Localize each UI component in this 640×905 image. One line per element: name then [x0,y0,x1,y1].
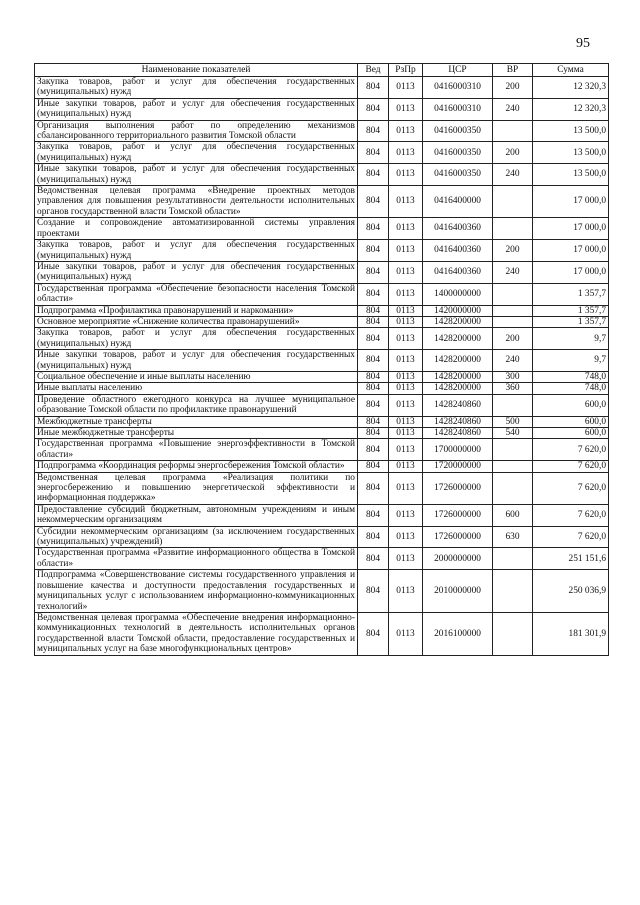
header-rzpr: РзПр [389,64,423,77]
cell-sum: 1 357,7 [533,316,609,327]
cell-csr: 1428200000 [423,316,493,327]
cell-vr [493,439,533,461]
cell-ved: 804 [358,186,389,218]
cell-name: Проведение областного ежегодного конкурса на лучшее муниципальное образование Томской области по профилактике правонарушений [35,394,358,416]
cell-sum: 12 320,3 [533,98,609,120]
table-row [35,218,609,240]
cell-vr: 240 [493,350,533,372]
cell-ved: 804 [358,439,389,461]
cell-ved: 804 [358,570,389,613]
cell-vr [493,548,533,570]
cell-sum: 1 357,7 [533,283,609,305]
cell-sum: 7 620,0 [533,439,609,461]
cell-name: Межбюджетные трансферты [35,416,358,427]
cell-name: Иные межбюджетные трансферты [35,428,358,439]
cell-name: Закупка товаров, работ и услуг для обеспечения государственных (муниципальных) нужд [35,328,358,350]
cell-ved: 804 [358,218,389,240]
table-row [35,461,609,472]
cell-name: Иные закупки товаров, работ и услуг для обеспечения государственных (муниципальных) нужд [35,98,358,120]
table-row [35,350,609,372]
table-row [35,305,609,316]
table-row [35,283,609,305]
cell-csr: 1428200000 [423,371,493,382]
cell-csr: 1420000000 [423,305,493,316]
cell-name: Организация выполнения работ по определению механизмов сбалансированного территориального развития Томской области [35,120,358,142]
cell-vr [493,612,533,655]
cell-csr: 1428240860 [423,416,493,427]
cell-csr: 2000000000 [423,548,493,570]
cell-vr [493,461,533,472]
cell-sum: 17 000,0 [533,261,609,283]
table-row [35,548,609,570]
cell-vr: 540 [493,428,533,439]
cell-ved: 804 [358,142,389,164]
cell-rzpr: 0113 [389,142,423,164]
cell-name: Иные закупки товаров, работ и услуг для обеспечения государственных (муниципальных) нужд [35,261,358,283]
cell-csr: 1726000000 [423,472,493,504]
cell-ved: 804 [358,240,389,262]
cell-csr: 1428200000 [423,328,493,350]
cell-csr: 0416000310 [423,77,493,99]
budget-table [34,63,609,656]
table-row [35,394,609,416]
cell-rzpr: 0113 [389,350,423,372]
cell-ved: 804 [358,77,389,99]
cell-ved: 804 [358,283,389,305]
cell-ved: 804 [358,428,389,439]
cell-rzpr: 0113 [389,394,423,416]
cell-rzpr: 0113 [389,240,423,262]
cell-ved: 804 [358,461,389,472]
table-row [35,316,609,327]
cell-name: Иные закупки товаров, работ и услуг для обеспечения государственных (муниципальных) нужд [35,350,358,372]
cell-rzpr: 0113 [389,218,423,240]
cell-sum: 600,0 [533,394,609,416]
table-row [35,77,609,99]
cell-rzpr: 0113 [389,526,423,548]
cell-ved: 804 [358,371,389,382]
cell-vr: 200 [493,328,533,350]
cell-name: Основное мероприятие «Снижение количества правонарушений» [35,316,358,327]
cell-csr: 0416400360 [423,261,493,283]
cell-vr: 240 [493,164,533,186]
table-row [35,164,609,186]
cell-ved: 804 [358,612,389,655]
header-csr: ЦСР [423,64,493,77]
cell-rzpr: 0113 [389,283,423,305]
cell-csr: 1428240860 [423,394,493,416]
cell-ved: 804 [358,383,389,394]
cell-name: Закупка товаров, работ и услуг для обеспечения государственных (муниципальных) нужд [35,142,358,164]
table-row [35,120,609,142]
cell-name: Подпрограмма «Координация реформы энергосбережения Томской области» [35,461,358,472]
cell-rzpr: 0113 [389,548,423,570]
cell-vr: 600 [493,504,533,526]
cell-vr: 500 [493,416,533,427]
cell-csr: 1400000000 [423,283,493,305]
cell-rzpr: 0113 [389,328,423,350]
cell-vr [493,283,533,305]
cell-csr: 1428200000 [423,383,493,394]
cell-rzpr: 0113 [389,461,423,472]
table-row [35,328,609,350]
cell-csr: 0416000350 [423,164,493,186]
cell-sum: 7 620,0 [533,461,609,472]
cell-name: Субсидии некоммерческим организациям (за исключением государственных (муниципальных) учреждений) [35,526,358,548]
cell-ved: 804 [358,394,389,416]
cell-rzpr: 0113 [389,77,423,99]
cell-name: Подпрограмма «Профилактика правонарушений и наркомании» [35,305,358,316]
cell-sum: 748,0 [533,371,609,382]
cell-rzpr: 0113 [389,383,423,394]
table-row [35,371,609,382]
header-sum: Сумма [533,64,609,77]
cell-vr [493,218,533,240]
cell-vr [493,186,533,218]
cell-csr: 1720000000 [423,461,493,472]
cell-vr [493,305,533,316]
cell-ved: 804 [358,316,389,327]
cell-csr: 0416000350 [423,120,493,142]
table-header-row [35,64,609,77]
cell-rzpr: 0113 [389,186,423,218]
cell-csr: 0416000310 [423,98,493,120]
cell-name: Закупка товаров, работ и услуг для обеспечения государственных (муниципальных) нужд [35,77,358,99]
cell-ved: 804 [358,98,389,120]
table-row [35,439,609,461]
cell-sum: 13 500,0 [533,142,609,164]
page-number: 95 [576,36,590,51]
cell-ved: 804 [358,305,389,316]
table-row [35,186,609,218]
cell-vr: 630 [493,526,533,548]
cell-sum: 600,0 [533,416,609,427]
cell-csr: 2010000000 [423,570,493,613]
cell-sum: 17 000,0 [533,186,609,218]
cell-ved: 804 [358,261,389,283]
table-body [35,77,609,656]
cell-name: Социальное обеспечение и иные выплаты населению [35,371,358,382]
cell-csr: 0416400360 [423,240,493,262]
table-row [35,261,609,283]
cell-rzpr: 0113 [389,261,423,283]
cell-sum: 600,0 [533,428,609,439]
cell-sum: 1 357,7 [533,305,609,316]
cell-sum: 13 500,0 [533,164,609,186]
cell-csr: 2016100000 [423,612,493,655]
cell-csr: 1428240860 [423,428,493,439]
cell-vr: 240 [493,261,533,283]
cell-vr [493,472,533,504]
cell-vr: 200 [493,240,533,262]
cell-vr: 300 [493,371,533,382]
cell-sum: 250 036,9 [533,570,609,613]
header-ved: Вед [358,64,389,77]
cell-csr: 1700000000 [423,439,493,461]
cell-sum: 17 000,0 [533,240,609,262]
cell-csr: 1726000000 [423,526,493,548]
cell-sum: 7 620,0 [533,472,609,504]
cell-rzpr: 0113 [389,164,423,186]
cell-rzpr: 0113 [389,612,423,655]
cell-csr: 1726000000 [423,504,493,526]
table-row [35,472,609,504]
cell-name: Закупка товаров, работ и услуг для обеспечения государственных (муниципальных) нужд [35,240,358,262]
cell-ved: 804 [358,504,389,526]
cell-rzpr: 0113 [389,371,423,382]
cell-name: Ведомственная целевая программа «Обеспечение внедрения информационно-коммуникационных технологий в деятельность исполнительных органов государственной власти Томской области, предоставление государственных и муниципальных услуг на базе многофункциональных центров» [35,612,358,655]
cell-sum: 17 000,0 [533,218,609,240]
cell-vr: 360 [493,383,533,394]
cell-ved: 804 [358,328,389,350]
cell-csr: 0416400000 [423,186,493,218]
table-row [35,240,609,262]
cell-sum: 251 151,6 [533,548,609,570]
cell-ved: 804 [358,164,389,186]
cell-ved: 804 [358,526,389,548]
header-name: Наименование показателей [35,64,358,77]
cell-rzpr: 0113 [389,504,423,526]
cell-vr [493,120,533,142]
cell-name: Ведомственная целевая программа «Внедрение проектных методов управления для повышения результативности деятельности исполнительных органов государственной власти Томской области» [35,186,358,218]
table-row [35,98,609,120]
cell-rzpr: 0113 [389,98,423,120]
table-row [35,612,609,655]
cell-name: Подпрограмма «Совершенствование системы государственного управления и повышение качества и доступности предоставления государственных и муниципальных услуг с использованием информационно-коммуникационных технологий» [35,570,358,613]
cell-rzpr: 0113 [389,305,423,316]
cell-sum: 181 301,9 [533,612,609,655]
cell-sum: 9,7 [533,328,609,350]
cell-sum: 9,7 [533,350,609,372]
cell-csr: 0416400360 [423,218,493,240]
cell-rzpr: 0113 [389,428,423,439]
cell-vr [493,570,533,613]
cell-sum: 13 500,0 [533,120,609,142]
cell-sum: 7 620,0 [533,526,609,548]
cell-vr: 200 [493,142,533,164]
cell-name: Ведомственная целевая программа «Реализация политики по энергосбережению и повышению энергетической эффективности и информационная поддержка» [35,472,358,504]
cell-ved: 804 [358,350,389,372]
table-row [35,526,609,548]
cell-vr [493,316,533,327]
cell-rzpr: 0113 [389,120,423,142]
cell-ved: 804 [358,472,389,504]
cell-name: Иные закупки товаров, работ и услуг для обеспечения государственных (муниципальных) нужд [35,164,358,186]
table-row [35,142,609,164]
cell-name: Создание и сопровождение автоматизированной системы управления проектами [35,218,358,240]
table-row [35,570,609,613]
cell-vr: 200 [493,77,533,99]
table-row [35,504,609,526]
cell-sum: 748,0 [533,383,609,394]
cell-ved: 804 [358,548,389,570]
cell-rzpr: 0113 [389,416,423,427]
table-row [35,416,609,427]
cell-name: Государственная программа «Обеспечение безопасности населения Томской области» [35,283,358,305]
cell-vr [493,394,533,416]
cell-ved: 804 [358,416,389,427]
cell-name: Предоставление субсидий бюджетным, автономным учреждениям и иным некоммерческим организациям [35,504,358,526]
cell-rzpr: 0113 [389,472,423,504]
header-vr: ВР [493,64,533,77]
cell-name: Государственная программа «Развитие информационного общества в Томской области» [35,548,358,570]
table-row [35,428,609,439]
cell-ved: 804 [358,120,389,142]
cell-sum: 12 320,3 [533,77,609,99]
cell-sum: 7 620,0 [533,504,609,526]
cell-rzpr: 0113 [389,570,423,613]
cell-rzpr: 0113 [389,316,423,327]
cell-name: Государственная программа «Повышение энергоэффективности в Томской области» [35,439,358,461]
cell-csr: 1428200000 [423,350,493,372]
table-row [35,383,609,394]
cell-name: Иные выплаты населению [35,383,358,394]
cell-vr: 240 [493,98,533,120]
cell-csr: 0416000350 [423,142,493,164]
cell-rzpr: 0113 [389,439,423,461]
